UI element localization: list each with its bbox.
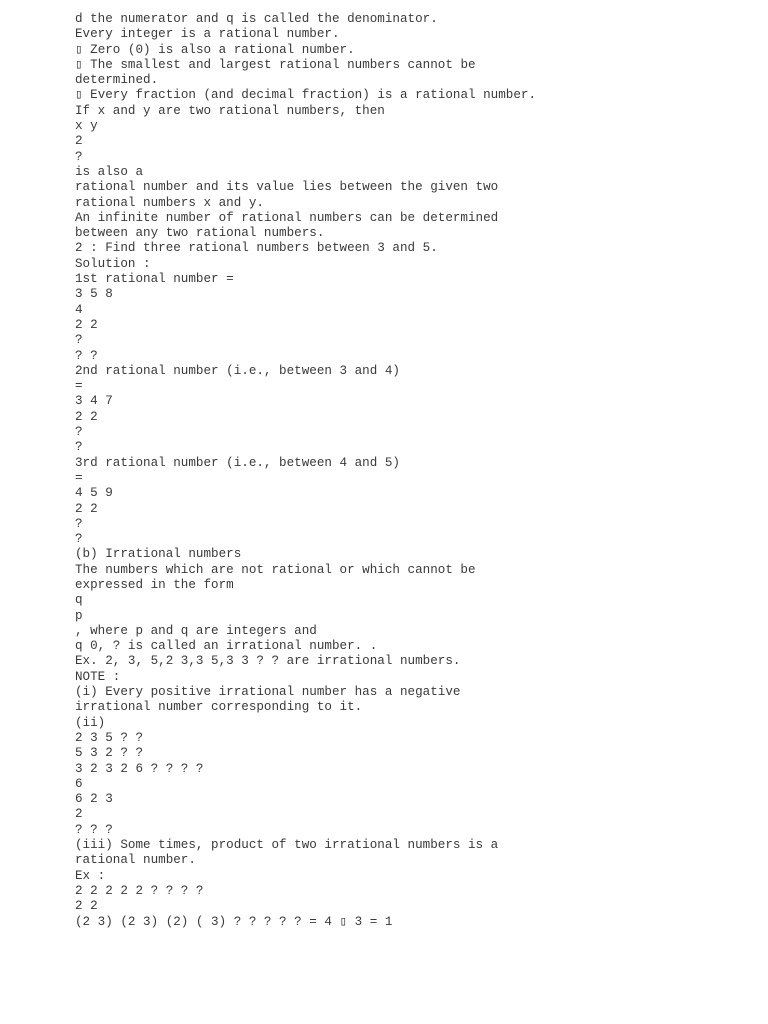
text-line: Every integer is a rational number. [75,27,340,42]
text-line: 3 4 7 [75,394,113,409]
text-line: 2 2 [75,501,98,516]
text-line: (2 3) (2 3) (2) ( 3) ? ? ? ? ? = 4 ▯ 3 = 1 [75,914,393,929]
text-line: d the numerator and q is called the denominator. [75,12,438,26]
text-line: q 0, ? is called an irrational number. . [75,639,378,654]
text-line: = [75,470,83,485]
text-line: is also a [75,164,144,179]
text-line: ? ? ? [75,822,113,837]
text-line: 6 2 3 [75,792,113,807]
text-line: 2 [75,807,83,822]
text-line: 2 2 2 2 2 ? ? ? ? [75,883,204,898]
text-line: ? [75,149,83,164]
text-line: 3 2 3 2 6 ? ? ? ? [75,761,204,776]
text-line: = [75,379,83,394]
text-line: 2 : Find three rational numbers between 3 and 5. [75,241,438,256]
text-line: 4 [75,302,83,317]
text-line: ? [75,516,83,531]
text-line: Ex : [75,868,106,883]
text-line: 2nd rational number (i.e., between 3 and 4) [75,363,400,378]
text-line: 3rd rational number (i.e., between 4 and 5) [75,455,400,470]
text-line: rational numbers x and y. [75,195,264,210]
text-line: ▯ Every fraction (and decimal fraction) is a rational number. [75,88,537,103]
text-line: ▯ Zero (0) is also a rational number. [75,42,355,57]
text-line: , where p and q are integers and [75,623,317,638]
text-line: 1st rational number = [75,272,234,287]
text-line: 2 3 5 ? ? [75,730,144,745]
text-line: between any two rational numbers. [75,226,325,241]
text-line: rational number. [75,853,196,868]
text-line: ? ? [75,348,98,363]
text-line: ? [75,532,83,547]
document-page [75,12,755,930]
text-line: (i) Every positive irrational number has a negative [75,685,461,700]
text-line: NOTE : [75,669,121,684]
text-line: determined. [75,73,159,88]
text-line: expressed in the form [75,577,234,592]
text-line: p [75,608,83,623]
text-line: q [75,593,83,608]
text-line: 3 5 8 [75,287,113,302]
text-line: (b) Irrational numbers [75,547,242,562]
text-line: 2 2 [75,899,98,914]
text-line: ▯ The smallest and largest rational numbers cannot be [75,57,476,72]
text-line: x y [75,119,98,134]
text-line: rational number and its value lies between the given two [75,180,499,195]
text-line: 2 [75,134,83,149]
text-line: 5 3 2 ? ? [75,746,144,761]
text-line: ? [75,333,83,348]
text-line: Solution : [75,256,151,271]
text-line: (iii) Some times, product of two irrational numbers is a [75,838,499,853]
text-line: ? [75,425,83,440]
text-line: 4 5 9 [75,486,113,501]
text-line: If x and y are two rational numbers, then [75,103,385,118]
text-line: The numbers which are not rational or which cannot be [75,562,476,577]
text-line: 6 [75,776,83,791]
text-line: An infinite number of rational numbers can be determined [75,210,499,225]
text-line: irrational number corresponding to it. [75,700,363,715]
text-line: 2 2 [75,317,98,332]
text-line: Ex. 2, 3, 5,2 3,3 5,3 3 ? ? are irrational numbers. [75,654,461,669]
text-line: (ii) [75,715,106,730]
text-line: 2 2 [75,409,98,424]
text-line: ? [75,440,83,455]
